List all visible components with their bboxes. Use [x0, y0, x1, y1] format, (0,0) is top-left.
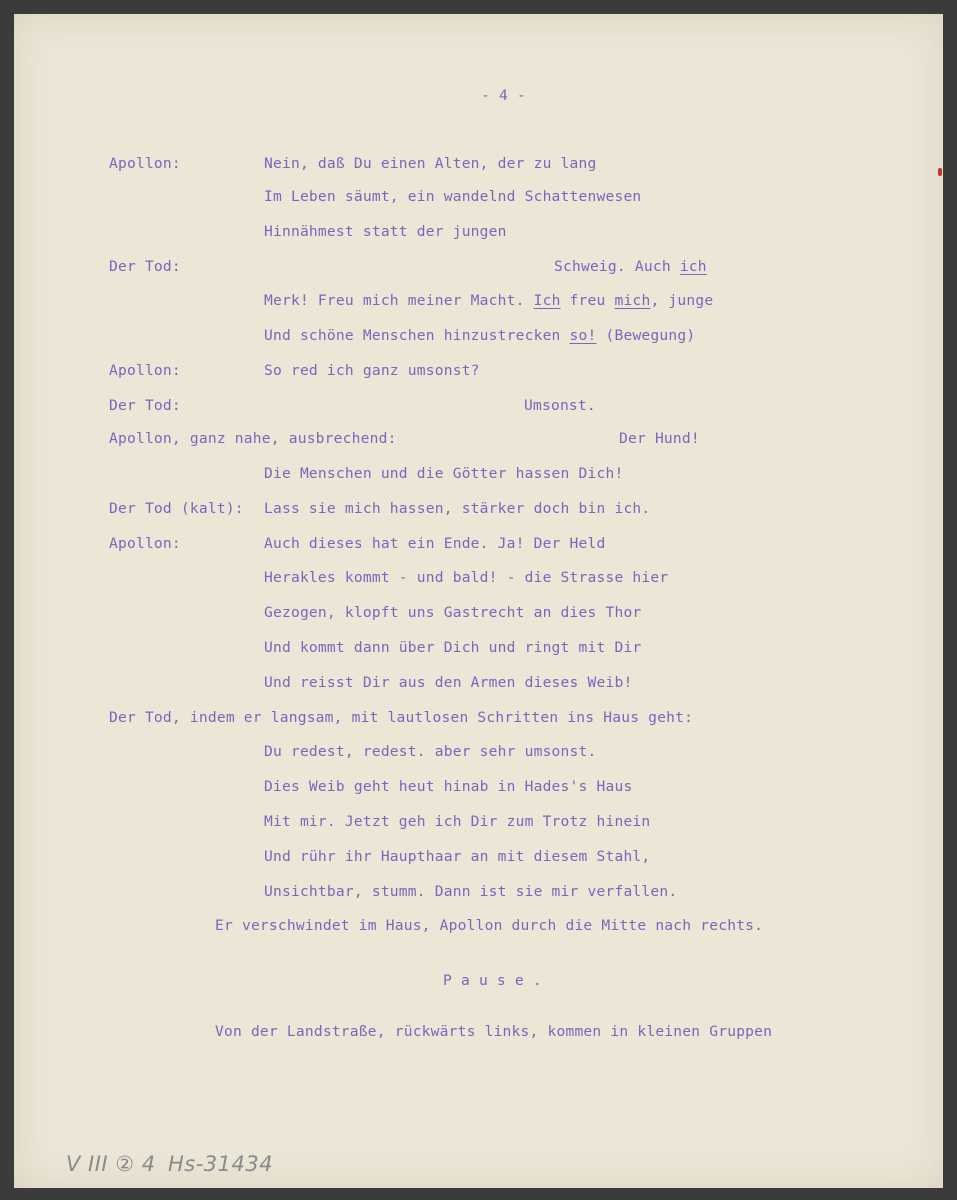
catalog-number-annotation: Hs-31434 [168, 1152, 274, 1176]
underlined-word: so! [569, 327, 597, 344]
edge-mark [938, 168, 942, 176]
page-number: - 4 - [481, 87, 526, 104]
stage-direction-entrance: Von der Landstraße, rückwärts links, kommen in kleinen Gruppen [215, 1023, 773, 1040]
underlined-word: mich [614, 292, 651, 309]
verse-line: Und kommt dann über Dich und ringt mit Dir [264, 639, 642, 656]
verse-line: Gezogen, klopft uns Gastrecht an dies Thor [264, 604, 642, 621]
verse-line [554, 260, 707, 275]
speaker-label: Apollon: [109, 155, 181, 172]
speaker-label: Apollon: [109, 362, 181, 379]
verse-line: Herakles kommt - und bald! - die Strasse hier [264, 569, 669, 586]
verse-line: Mit mir. Jetzt geh ich Dir zum Trotz hinein [264, 813, 651, 830]
speaker-direction: Der Tod, indem er langsam, mit lautlosen Schritten ins Haus geht: [109, 709, 694, 726]
verse-line: Umsonst. [524, 397, 596, 414]
verse-line: Und rühr ihr Haupthaar an mit diesem Stahl, [264, 848, 651, 865]
underlined-word: ich [679, 258, 707, 275]
verse-text: freu [560, 292, 615, 309]
verse-line: Und reisst Dir aus den Armen dieses Weib! [264, 674, 633, 691]
verse-text: , junge [650, 292, 714, 309]
verse-line: Im Leben säumt, ein wandelnd Schattenwesen [264, 188, 642, 205]
speaker-label: Der Tod (kalt): [109, 500, 244, 517]
verse-line: Du redest, redest. aber sehr umsonst. [264, 743, 597, 760]
verse-line: Lass sie mich hassen, stärker doch bin ich. [264, 500, 651, 517]
speaker-label: Apollon, ganz nahe, ausbrechend: [109, 430, 397, 447]
verse-line: Dies Weib geht heut hinab in Hades's Haus [264, 778, 633, 795]
verse-line [264, 294, 713, 309]
verse-line [264, 329, 695, 344]
underlined-word: Ich [533, 292, 561, 309]
verse-line: Hinnähmest statt der jungen [264, 223, 507, 240]
verse-line: Unsichtbar, stumm. Dann ist sie mir verfallen. [264, 883, 678, 900]
verse-line: Der Hund! [619, 430, 700, 447]
stage-direction: (Bewegung) [596, 327, 696, 344]
verse-line: Auch dieses hat ein Ende. Ja! Der Held [264, 535, 606, 552]
verse-text: Und schöne Menschen hinzustrecken [264, 327, 570, 344]
verse-text: Schweig. Auch [554, 258, 680, 275]
speaker-label: Der Tod: [109, 258, 181, 275]
verse-text: Merk! Freu mich meiner Macht. [264, 292, 534, 309]
shelfmark-annotation: V III ② 4 [66, 1152, 156, 1176]
speaker-label: Apollon: [109, 535, 181, 552]
verse-line: Nein, daß Du einen Alten, der zu lang [264, 155, 597, 172]
verse-line: So red ich ganz umsonst? [264, 362, 480, 379]
verse-line: Die Menschen und die Götter hassen Dich! [264, 465, 624, 482]
stage-direction-exit: Er verschwindet im Haus, Apollon durch die Mitte nach rechts. [215, 917, 764, 934]
stage-direction-pause: P a u s e . [443, 972, 542, 989]
speaker-label: Der Tod: [109, 397, 181, 414]
